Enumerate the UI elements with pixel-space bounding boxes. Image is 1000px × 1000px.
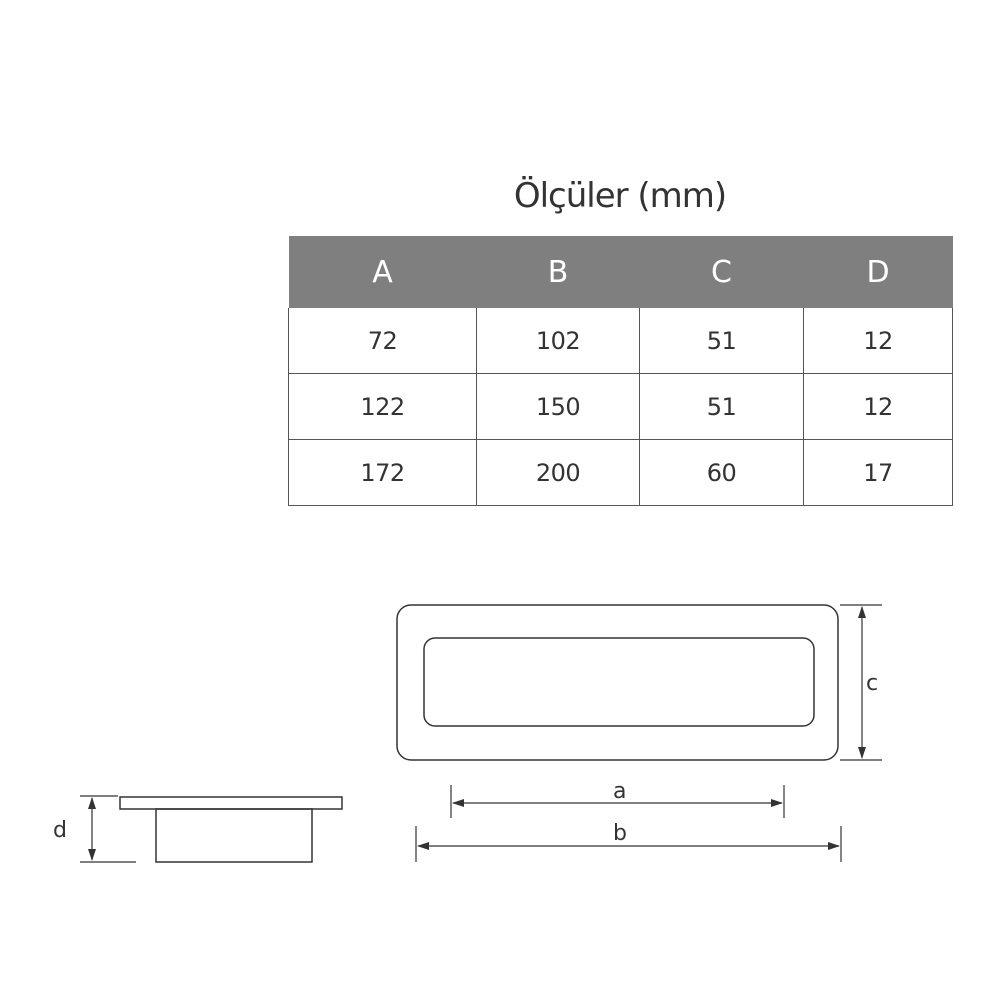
dimension-label-c: c bbox=[866, 671, 879, 696]
table-cell: 150 bbox=[477, 374, 640, 440]
profile-flange bbox=[120, 797, 342, 809]
table-cell: 12 bbox=[804, 374, 953, 440]
profile-body bbox=[156, 809, 312, 862]
table-cell: 51 bbox=[640, 374, 804, 440]
dimension-label-a: a bbox=[613, 779, 627, 804]
table-cell: 51 bbox=[640, 308, 804, 374]
top-view bbox=[397, 605, 838, 760]
table-cell: 102 bbox=[477, 308, 640, 374]
table-cell: 60 bbox=[640, 440, 804, 506]
table-cell: 72 bbox=[289, 308, 477, 374]
dimension-label-b: b bbox=[613, 821, 627, 846]
page-title: Ölçüler (mm) bbox=[513, 176, 727, 216]
column-header-a: A bbox=[289, 236, 477, 308]
table-cell: 200 bbox=[477, 440, 640, 506]
column-header-c: C bbox=[640, 236, 804, 308]
table-cell: 12 bbox=[804, 308, 953, 374]
table-cell: 172 bbox=[289, 440, 477, 506]
outer-frame bbox=[397, 605, 838, 760]
dimension-b bbox=[416, 826, 841, 862]
side-profile-view bbox=[120, 797, 342, 862]
inner-opening bbox=[424, 638, 814, 726]
dimension-d bbox=[80, 796, 136, 862]
dimension-label-d: d bbox=[53, 818, 67, 843]
column-header-d: D bbox=[804, 236, 953, 308]
column-header-b: B bbox=[477, 236, 640, 308]
table-cell: 17 bbox=[804, 440, 953, 506]
table-cell: 122 bbox=[289, 374, 477, 440]
